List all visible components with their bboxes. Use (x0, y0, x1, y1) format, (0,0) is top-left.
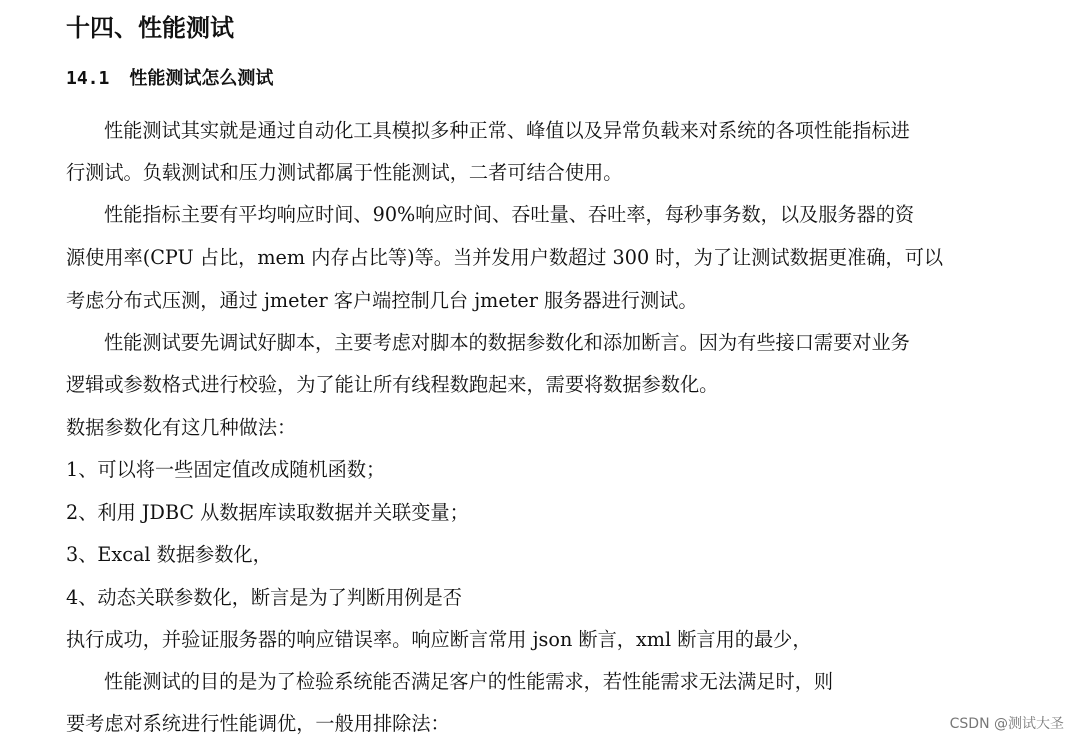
list-item: 1、可以将一些固定值改成随机函数； (66, 458, 386, 481)
paragraph-line: 性能测试其实就是通过自动化工具模拟多种正常、峰值以及异常负载来对系统的各项性能指标进 (104, 119, 910, 142)
paragraph-line: 性能测试的目的是为了检验系统能否满足客户的性能需求，若性能需求无法满足时，则 (104, 670, 834, 693)
paragraph-line: 考虑分布式压测，通过 jmeter 客户端控制几台 jmeter 服务器进行测试。 (66, 289, 698, 312)
subsection-title: 性能测试怎么测试 (129, 68, 274, 89)
paragraph-line: 行测试。负载测试和压力测试都属于性能测试，二者可结合使用。 (66, 161, 623, 184)
list-item: 2、利用 JDBC 从数据库读取数据并关联变量； (66, 501, 469, 524)
paragraph-line: 执行成功，并验证服务器的响应错误率。响应断言常用 json 断言，xml 断言用的最少， (66, 628, 812, 651)
list-item: 4、动态关联参数化，断言是为了判断用例是否 (66, 586, 462, 609)
paragraph-line: 逻辑或参数格式进行校验，为了能让所有线程数跑起来，需要将数据参数化。 (66, 373, 719, 396)
subsection-number: 14.1 (66, 68, 110, 89)
paragraph-line: 数据参数化有这几种做法： (66, 416, 297, 439)
list-item: 3、Excal 数据参数化， (66, 543, 272, 566)
paragraph-line: 性能指标主要有平均响应时间、90%响应时间、吞吐量、吞吐率，每秒事务数，以及服务器的资 (104, 203, 915, 226)
paragraph-line: 源使用率(CPU 占比，mem 内存占比等)等。当并发用户数超过 300 时，为了让测试数据更准确，可以 (66, 246, 944, 269)
paragraph-line: 要考虑对系统进行性能调优，一般用排除法： (66, 712, 450, 735)
paragraph-line: 性能测试要先调试好脚本，主要考虑对脚本的数据参数化和添加断言。因为有些接口需要对业务 (104, 331, 910, 354)
section-heading: 十四、性能测试 (66, 14, 234, 42)
subsection-heading (66, 64, 273, 94)
csdn-watermark: CSDN @测试大圣 (949, 716, 1064, 732)
